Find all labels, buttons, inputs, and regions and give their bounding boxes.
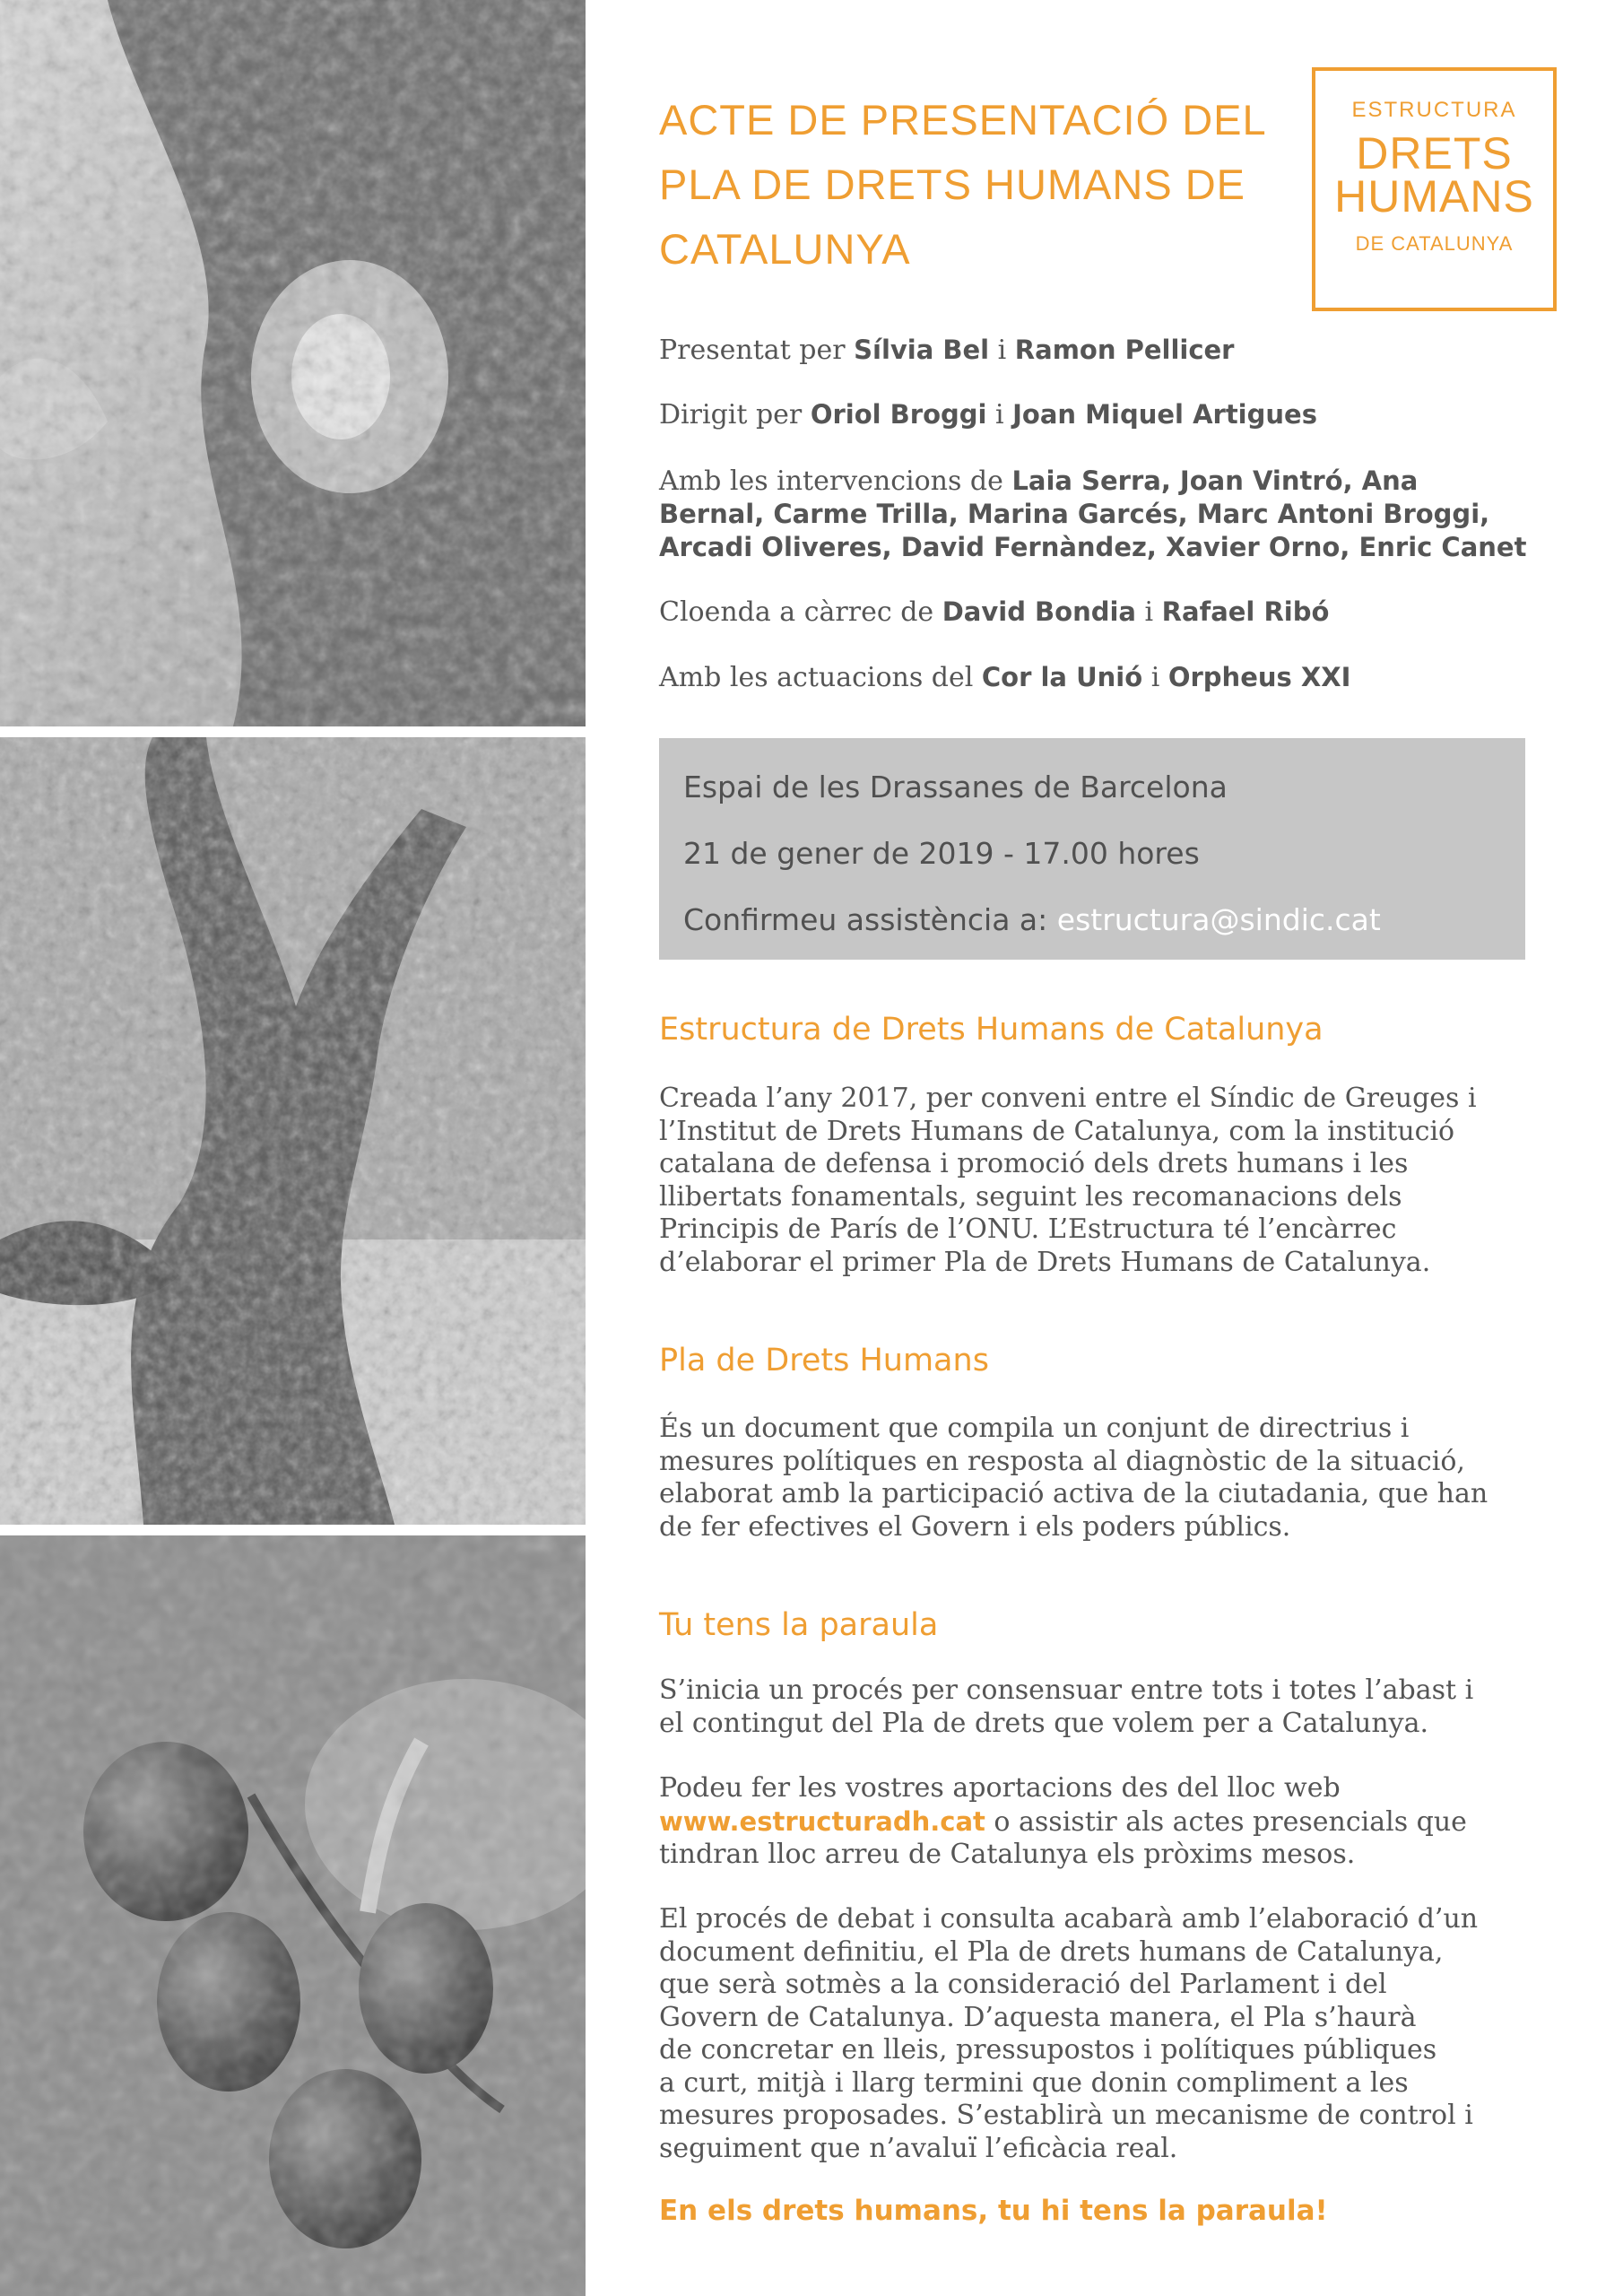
paragraph-line: de fer efectives el Govern i els poders públics. bbox=[659, 1510, 1291, 1543]
person-name: Ramon Pellicer bbox=[1014, 335, 1235, 365]
person-names: Arcadi Oliveres, David Fernàndez, Xavier Orno, Enric Canet bbox=[659, 532, 1527, 562]
credit-label: Dirigit per bbox=[659, 399, 811, 430]
paragraph-line: El procés de debat i consulta acabarà amb l’elaboració d’un bbox=[659, 1903, 1479, 1935]
person-names: Laia Serra, Joan Vintró, Ana bbox=[1011, 465, 1419, 496]
person-name: Joan Miquel Artigues bbox=[1012, 399, 1317, 430]
section-heading-structure: Estructura de Drets Humans de Catalunya bbox=[659, 1012, 1324, 1048]
olive-trunk-photo bbox=[0, 0, 586, 726]
paragraph-line: Podeu fer les vostres aportacions des del lloc web bbox=[659, 1772, 1341, 1804]
paragraph-line: l’Institut de Drets Humans de Catalunya, com la institució bbox=[659, 1115, 1455, 1147]
person-name: Cor la Unió bbox=[981, 662, 1143, 692]
paragraph-text: o assistir als actes presencials que bbox=[985, 1805, 1467, 1838]
section-body-plan bbox=[659, 1413, 1556, 1544]
section-body-your-voice-p3 bbox=[659, 1903, 1556, 2165]
credit-join: i bbox=[989, 335, 1015, 366]
section-heading-plan: Pla de Drets Humans bbox=[659, 1343, 989, 1378]
credit-join: i bbox=[1142, 662, 1168, 693]
paragraph-line: d’elaborar el primer Pla de Drets Humans de Catalunya. bbox=[659, 1246, 1431, 1278]
paragraph-line: És un document que compila un conjunt de directrius i bbox=[659, 1413, 1410, 1444]
credit-label: Amb les intervencions de bbox=[659, 465, 1012, 497]
paragraph-line: mesures polítiques en resposta al diagnòstic de la situació, bbox=[659, 1445, 1465, 1477]
paragraph-line: seguiment que n’avaluï l’eficàcia real. bbox=[659, 2132, 1178, 2164]
event-rsvp bbox=[683, 887, 1525, 953]
person-name: Sílvia Bel bbox=[854, 335, 990, 365]
paragraph-line: Govern de Catalunya. D’aquesta manera, el Pla s’haurà bbox=[659, 2001, 1417, 2033]
paragraph-line: de concretar en lleis, pressupostos i polítiques públiques bbox=[659, 2034, 1437, 2066]
person-name: Oriol Broggi bbox=[810, 399, 987, 430]
olive-tree-photo bbox=[0, 737, 586, 1525]
rsvp-email-link[interactable]: estructura@sindic.cat bbox=[1056, 902, 1381, 937]
closing-slogan: En els drets humans, tu hi tens la paraula! bbox=[659, 2195, 1328, 2227]
olives-branch-photo bbox=[0, 1535, 586, 2296]
logo bbox=[1312, 67, 1557, 311]
paragraph-line: el contingut del Pla de drets que volem per a Catalunya. bbox=[659, 1707, 1429, 1739]
logo-line: ESTRUCTURA bbox=[1351, 98, 1517, 122]
credit-presenters bbox=[659, 334, 1538, 367]
paragraph-line: llibertats fonamentals, seguint les recomanacions dels bbox=[659, 1180, 1402, 1213]
logo-line: HUMANS bbox=[1334, 171, 1534, 222]
credit-join: i bbox=[1136, 596, 1162, 628]
paragraph-line: que serà sotmès a la consideració del Parlament i del bbox=[659, 1969, 1387, 2000]
person-name: Rafael Ribó bbox=[1161, 596, 1330, 627]
page-title bbox=[659, 88, 1287, 282]
paragraph-line: tindran lloc arreu de Catalunya els pròxims mesos. bbox=[659, 1839, 1356, 1870]
credit-directors bbox=[659, 398, 1538, 431]
event-datetime: 21 de gener de 2019 - 17.00 hores bbox=[683, 836, 1200, 871]
event-info-box bbox=[659, 738, 1525, 960]
paragraph-line bbox=[659, 1805, 1556, 1839]
paragraph-line: Creada l’any 2017, per conveni entre el Síndic de Greuges i bbox=[659, 1083, 1477, 1114]
paragraph-line: S’inicia un procés per consensuar entre tots i totes l’abast i bbox=[659, 1674, 1474, 1706]
credit-closing bbox=[659, 596, 1538, 629]
credit-label: Cloenda a càrrec de bbox=[659, 596, 942, 628]
logo-line bbox=[1315, 128, 1553, 222]
website-link[interactable]: www.estructuradh.cat bbox=[659, 1805, 985, 1837]
section-body-your-voice-p1 bbox=[659, 1674, 1556, 1740]
person-name: Orpheus XXI bbox=[1167, 662, 1351, 692]
section-body-your-voice-p2 bbox=[659, 1772, 1556, 1872]
event-venue: Espai de les Drassanes de Barcelona bbox=[683, 770, 1228, 804]
paragraph-line: mesures proposades. S’establirà un mecanisme de control i bbox=[659, 2100, 1473, 2131]
paragraph-line: document definitiu, el Pla de drets humans de Catalunya, bbox=[659, 1935, 1444, 1968]
logo-line: DE CATALUNYA bbox=[1355, 232, 1514, 255]
title-line: CATALUNYA bbox=[659, 225, 911, 273]
title-line: PLA DE DRETS HUMANS DE bbox=[659, 161, 1246, 208]
paragraph-line: Principis de París de l’ONU. L’Estructura té l’encàrrec bbox=[659, 1213, 1397, 1245]
credit-join: i bbox=[986, 399, 1013, 430]
person-names: Bernal, Carme Trilla, Marina Garcés, Marc Antoni Broggi, bbox=[659, 499, 1490, 529]
credit-label: Amb les actuacions del bbox=[659, 662, 982, 693]
credit-interventions bbox=[659, 465, 1538, 564]
credit-label: Presentat per bbox=[659, 335, 855, 366]
rsvp-label: Confirmeu assistència a: bbox=[683, 902, 1057, 937]
paragraph-line: catalana de defensa i promoció dels drets humans i les bbox=[659, 1148, 1409, 1179]
logo-line: DRETS bbox=[1356, 128, 1513, 178]
title-line: ACTE DE PRESENTACIÓ DEL bbox=[659, 96, 1267, 144]
person-name: David Bondia bbox=[942, 596, 1136, 627]
section-heading-your-voice: Tu tens la paraula bbox=[659, 1607, 939, 1643]
credit-performances bbox=[659, 661, 1538, 694]
section-body-structure bbox=[659, 1083, 1556, 1279]
paragraph-line: a curt, mitjà i llarg termini que donin compliment a les bbox=[659, 2066, 1409, 2099]
paragraph-line: elaborat amb la participació activa de la ciutadania, que han bbox=[659, 1478, 1488, 1509]
